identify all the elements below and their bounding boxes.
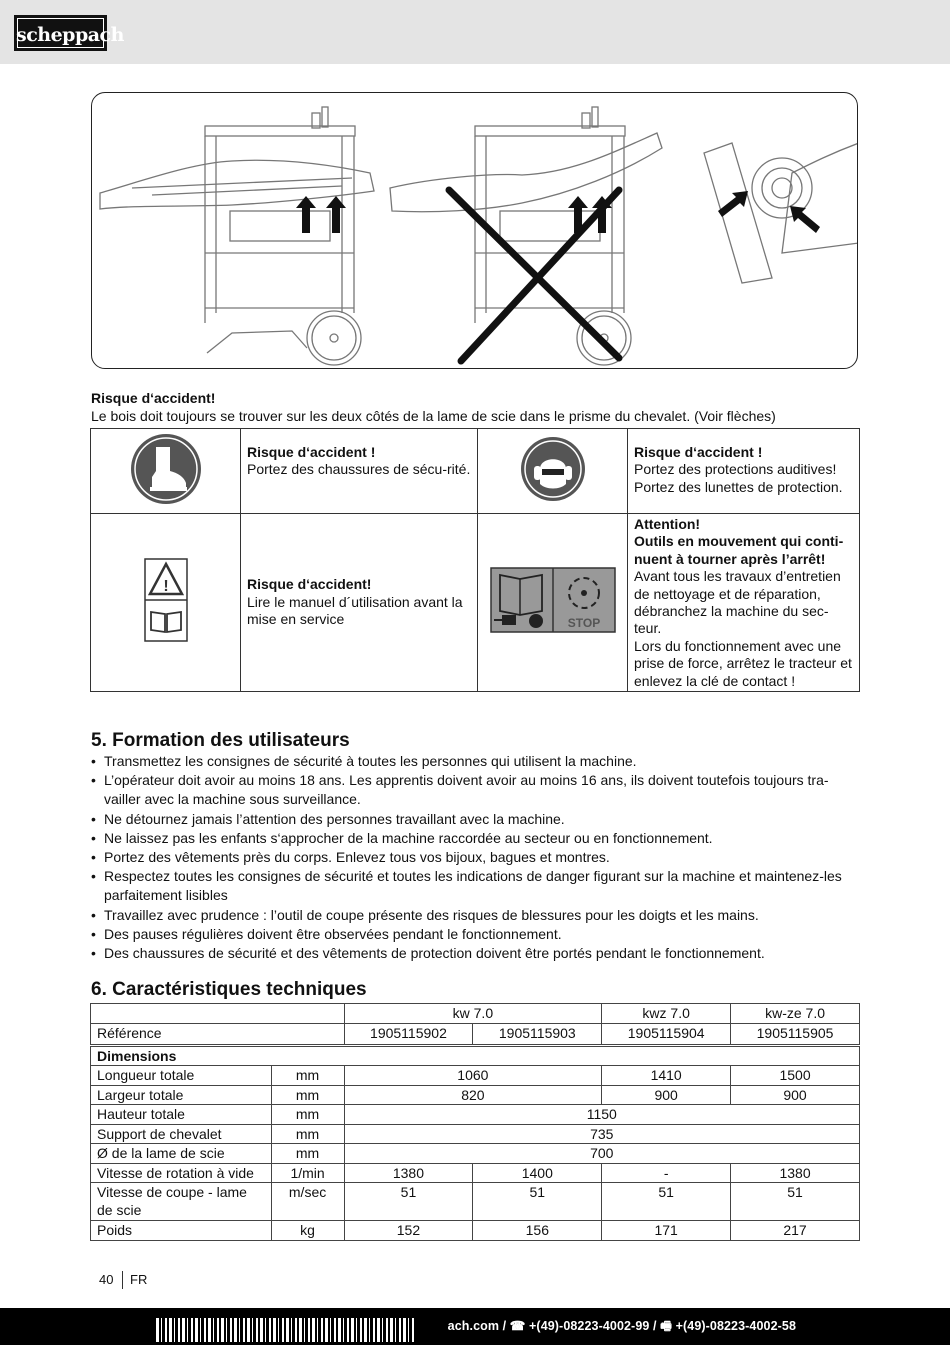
accident-note-title: Risque d‘accident! — [91, 390, 216, 406]
unplug-stop-icon — [490, 567, 616, 633]
table-cell: 1905115902 — [344, 1023, 473, 1045]
table-row — [91, 1124, 860, 1144]
row-unit: mm — [271, 1144, 344, 1164]
row-label: Dimensions — [91, 1045, 860, 1066]
table-cell: 51 — [473, 1183, 602, 1221]
footer-barcode — [156, 1318, 416, 1342]
training-list — [91, 752, 861, 963]
list-item: • Ne détournez jamais l’attention des personnes travaillant avec la machine. — [91, 810, 861, 829]
safety-boots-icon — [130, 433, 202, 505]
page-language: FR — [130, 1272, 148, 1287]
row-label: Ø de la lame de scie — [91, 1144, 272, 1164]
row-label: Poids — [91, 1221, 272, 1241]
model-header: kw 7.0 — [344, 1004, 602, 1024]
table-row — [91, 1066, 860, 1086]
accident-note-text: Le bois doit toujours se trouver sur les deux côtés de la lame de scie dans le prisme du chevalet. (Voir flèches) — [91, 408, 776, 424]
table-cell: 152 — [344, 1221, 473, 1241]
warning-title: Risque d‘accident ! — [634, 444, 763, 460]
table-cell: 1380 — [344, 1163, 473, 1183]
list-item: • Respectez toutes les consignes de sécurité et toutes les indications de danger figurant sur la machine et maintenez-les parfaitement lisibles — [91, 867, 861, 905]
row-unit: m/sec — [271, 1183, 344, 1221]
list-item: • Des chaussures de sécurité et des vêtements de protection doivent être portés pendant le fonctionnement. — [91, 944, 861, 963]
row-label: Largeur totale — [91, 1085, 272, 1105]
table-cell: 217 — [731, 1221, 860, 1241]
table-cell: - — [602, 1163, 731, 1183]
warning-text: Portez des chaussures de sécu-rité. — [247, 461, 471, 478]
table-cell: 700 — [344, 1144, 859, 1164]
row-label: Support de chevalet — [91, 1124, 272, 1144]
row-unit: mm — [271, 1105, 344, 1125]
read-manual-warning-icon — [144, 558, 188, 642]
table-cell: 1380 — [731, 1163, 860, 1183]
page-number-divider — [122, 1271, 123, 1289]
row-unit: kg — [271, 1221, 344, 1241]
row-unit: mm — [271, 1124, 344, 1144]
technical-specs-table — [90, 1003, 860, 1241]
model-header: kwz 7.0 — [602, 1004, 731, 1024]
warning-text: Lire le manuel d´utilisation avant la mise en service — [247, 593, 463, 628]
warning-text: Avant tous les travaux d’entretien de nettoyage et de réparation, débranchez la machine du sec-teur. — [634, 568, 841, 637]
page-header — [0, 0, 950, 64]
warning-text: Portez des protections auditives! Portez des lunettes de protection. — [634, 461, 843, 495]
warning-icon-cell — [478, 429, 628, 514]
table-cell: 1905115904 — [602, 1023, 731, 1045]
table-row — [91, 1023, 860, 1045]
row-label: Vitesse de coupe - lame de scie — [91, 1183, 272, 1221]
table-cell: 51 — [344, 1183, 473, 1221]
table-cell: 735 — [344, 1124, 859, 1144]
table-cell: 171 — [602, 1221, 731, 1241]
svg-text:!: ! — [162, 578, 169, 596]
row-unit: mm — [271, 1066, 344, 1086]
list-item: • Travaillez avec prudence : l’outil de coupe présente des risques de blessures pour les doigts et les mains. — [91, 906, 861, 925]
table-cell: 156 — [473, 1221, 602, 1241]
table-row — [91, 1004, 860, 1024]
page-number: 40 — [99, 1272, 114, 1287]
row-unit: 1/min — [271, 1163, 344, 1183]
list-item: • Des pauses régulières doivent être observées pendant le fonctionnement. — [91, 925, 861, 944]
section-5-title: 5. Formation des utilisateurs — [91, 730, 350, 751]
warning-title: Risque d‘accident! — [247, 576, 372, 593]
table-cell: 1410 — [602, 1066, 731, 1086]
table-cell: 820 — [344, 1085, 602, 1105]
table-cell: 900 — [602, 1085, 731, 1105]
sawhorse-diagram — [92, 93, 858, 369]
table-row — [91, 1105, 860, 1125]
model-header: kw-ze 7.0 — [731, 1004, 860, 1024]
warning-icon-cell — [91, 514, 241, 692]
list-item: • Ne laissez pas les enfants s‘approcher de la machine raccordée au secteur ou en fonctionnement. — [91, 829, 861, 848]
table-cell: 1905115905 — [731, 1023, 860, 1045]
table-row — [91, 1045, 860, 1066]
table-row — [91, 1163, 860, 1183]
table-cell: 900 — [731, 1085, 860, 1105]
table-row — [91, 1144, 860, 1164]
table-cell: 1060 — [344, 1066, 602, 1086]
table-row — [91, 1085, 860, 1105]
warning-text-cell — [628, 514, 860, 692]
row-label: Référence — [91, 1023, 345, 1045]
row-label: Vitesse de rotation à vide — [91, 1163, 272, 1183]
warning-text: Lors du fonctionnement avec une prise de force, arrêtez le tracteur et enlevez la clé de contact ! — [634, 637, 852, 689]
row-label: Longueur totale — [91, 1066, 272, 1086]
table-cell: 51 — [731, 1183, 860, 1221]
footer-contact: ach.com / ☎ +(49)-08223-4002-99 / 🖷 +(49)-08223-4002-58 — [447, 1319, 796, 1333]
list-item: • Portez des vêtements près du corps. Enlevez tous vos bijoux, bagues et montres. — [91, 848, 861, 867]
list-item: • L’opérateur doit avoir au moins 18 ans. Les apprentis doivent avoir au moins 16 ans, ils doivent toutefois toujours tra-vailler avec la machine sous surveillance. — [91, 771, 861, 809]
list-item: • Transmettez les consignes de sécurité à toutes les personnes qui utilisent la machine. — [91, 752, 861, 771]
table-cell: 1500 — [731, 1066, 860, 1086]
safety-warnings-table — [90, 428, 860, 692]
warning-text-cell — [241, 429, 478, 514]
table-cell: 1150 — [344, 1105, 859, 1125]
scheppach-logo: scheppach — [14, 15, 107, 51]
table-cell: 51 — [602, 1183, 731, 1221]
table-row — [91, 1183, 860, 1221]
warning-icon-cell — [91, 429, 241, 514]
row-unit: mm — [271, 1085, 344, 1105]
row-label: Hauteur totale — [91, 1105, 272, 1125]
stop-label: STOP — [567, 616, 600, 631]
warning-title: Attention! — [634, 516, 701, 532]
warning-subtitle: Outils en mouvement qui conti-nuent à tourner après l’arrêt! — [634, 533, 844, 567]
table-row — [91, 1221, 860, 1241]
warning-icon-cell — [478, 514, 628, 692]
table-cell: 1400 — [473, 1163, 602, 1183]
section-6-title: 6. Caractéristiques techniques — [91, 979, 367, 1000]
warning-text-cell — [241, 514, 478, 692]
warning-title: Risque d‘accident ! — [247, 444, 376, 460]
sawing-position-illustration — [91, 92, 858, 369]
ear-eye-protection-icon — [520, 436, 586, 502]
table-cell: 1905115903 — [473, 1023, 602, 1045]
warning-text-cell — [628, 429, 860, 514]
